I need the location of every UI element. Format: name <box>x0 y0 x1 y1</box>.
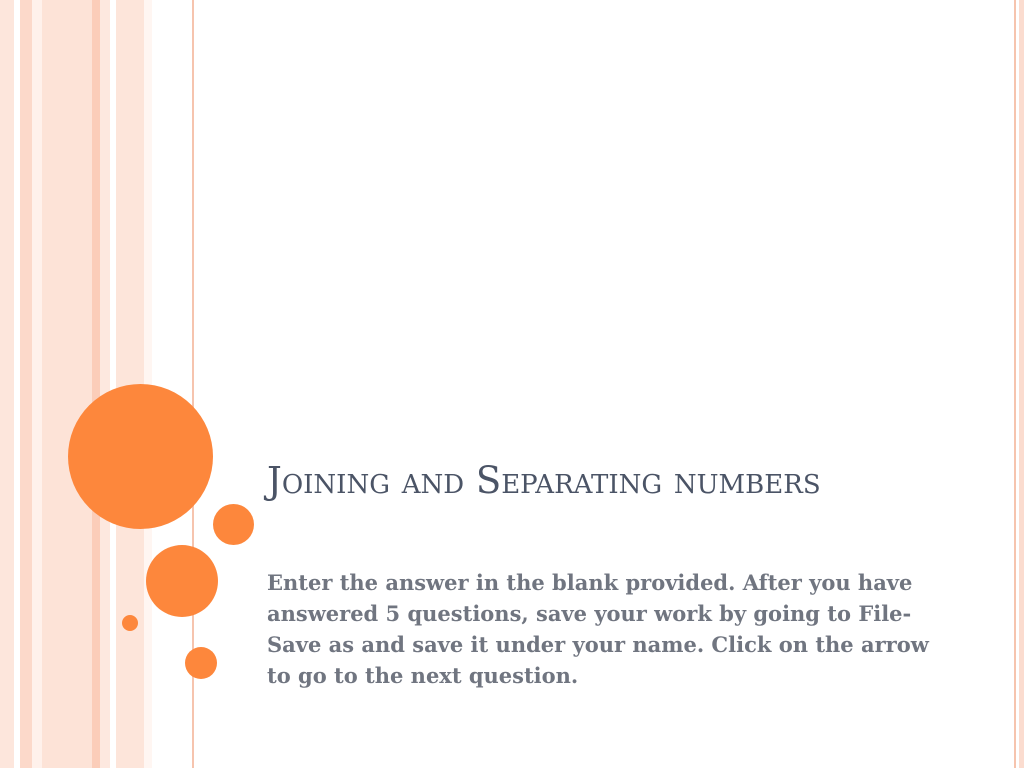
decor-circle-medium <box>146 545 218 617</box>
decor-circle-small <box>213 504 254 545</box>
decor-circle-tiny <box>122 615 138 631</box>
decor-stripe <box>92 0 100 768</box>
decor-stripe <box>42 0 92 768</box>
slide-body-text: Enter the answer in the blank provided. After you have answered 5 questions, save your work by going to File-Save as and save it under your name. Click on the arrow to go to the next question. <box>267 570 929 688</box>
decor-stripe <box>100 0 110 768</box>
decor-rule-right <box>1014 0 1016 768</box>
slide-title: Joining and Separating numbers <box>267 459 821 502</box>
decor-stripe <box>20 0 32 768</box>
decor-stripe <box>32 0 42 768</box>
decor-circle-large <box>68 384 213 529</box>
decor-stripe <box>0 0 14 768</box>
decor-circle-small-lower <box>185 647 217 679</box>
decor-rule-right-outer <box>1019 0 1024 768</box>
